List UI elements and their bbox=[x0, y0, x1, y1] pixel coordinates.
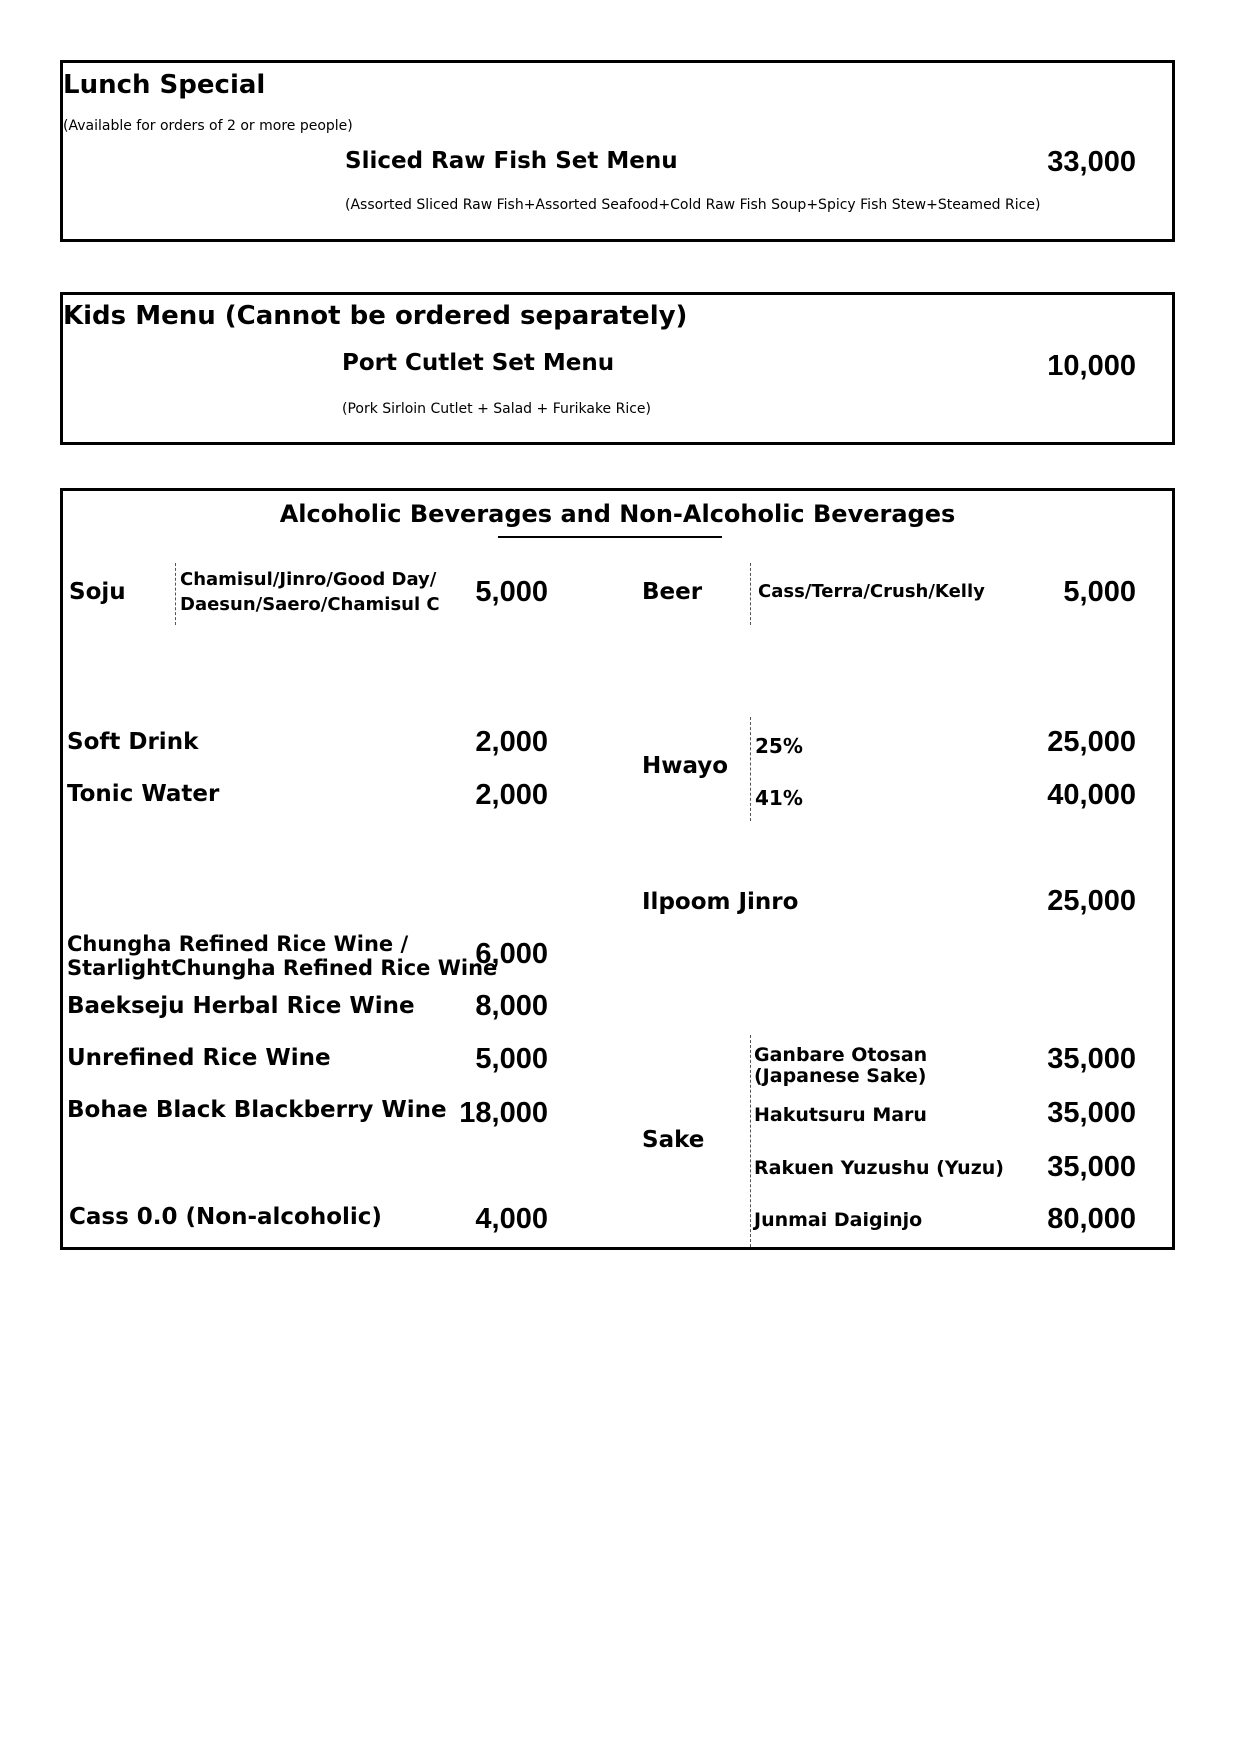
sake-rakuen-price: 35,000 bbox=[1047, 1151, 1136, 1183]
sake-ganbare-price: 35,000 bbox=[1047, 1043, 1136, 1075]
cass-zero-price: 4,000 bbox=[475, 1203, 548, 1235]
beer-divider bbox=[750, 563, 751, 625]
sake-name: Sake bbox=[642, 1127, 705, 1153]
soju-brands-line2: Daesun/Saero/Chamisul C bbox=[180, 594, 440, 615]
sake-item-ganbare-line1: Ganbare Otosan bbox=[754, 1044, 928, 1066]
baekseju-price: 8,000 bbox=[475, 990, 548, 1022]
title-underline bbox=[498, 536, 722, 538]
beer-brands: Cass/Terra/Crush/Kelly bbox=[758, 581, 985, 602]
kids-item-price: 10,000 bbox=[1047, 350, 1136, 382]
tonic-water-name: Tonic Water bbox=[67, 781, 220, 807]
sake-junmai-price: 80,000 bbox=[1047, 1203, 1136, 1235]
tonic-water-price: 2,000 bbox=[475, 779, 548, 811]
lunch-item-name: Sliced Raw Fish Set Menu bbox=[345, 148, 678, 174]
hwayo-divider bbox=[750, 717, 751, 821]
cass-zero-name: Cass 0.0 (Non-alcoholic) bbox=[69, 1204, 382, 1230]
soju-price: 5,000 bbox=[475, 576, 548, 608]
hwayo-name: Hwayo bbox=[642, 753, 729, 779]
lunch-special-note: (Available for orders of 2 or more people) bbox=[63, 118, 353, 134]
soft-drink-price: 2,000 bbox=[475, 726, 548, 758]
beverages-title: Alcoholic Beverages and Non-Alcoholic Beverages bbox=[279, 500, 956, 528]
lunch-special-title: Lunch Special bbox=[63, 70, 266, 100]
ilpoom-jinro-name: Ilpoom Jinro bbox=[642, 889, 799, 915]
sake-divider bbox=[750, 1035, 751, 1247]
soft-drink-name: Soft Drink bbox=[67, 729, 199, 755]
sake-item-rakuen: Rakuen Yuzushu (Yuzu) bbox=[754, 1157, 1004, 1179]
sake-item-junmai: Junmai Daiginjo bbox=[754, 1209, 923, 1231]
beer-price: 5,000 bbox=[1063, 576, 1136, 608]
lunch-item-price: 33,000 bbox=[1047, 146, 1136, 178]
chungha-price: 6,000 bbox=[475, 938, 548, 970]
beer-name: Beer bbox=[642, 579, 703, 605]
kids-item-description: (Pork Sirloin Cutlet + Salad + Furikake Rice) bbox=[342, 401, 652, 417]
unrefined-rice-wine-price: 5,000 bbox=[475, 1043, 548, 1075]
kids-menu-title: Kids Menu (Cannot be ordered separately) bbox=[63, 301, 688, 331]
lunch-item-description: (Assorted Sliced Raw Fish+Assorted Seafood+Cold Raw Fish Soup+Spicy Fish Stew+Steamed Rice) bbox=[345, 197, 1041, 213]
bohae-blackberry-wine-price: 18,000 bbox=[459, 1097, 548, 1129]
hwayo-41-price: 40,000 bbox=[1047, 779, 1136, 811]
hwayo-25-price: 25,000 bbox=[1047, 726, 1136, 758]
chungha-name-line1: Chungha Refined Rice Wine / bbox=[67, 932, 409, 956]
bohae-blackberry-wine-name: Bohae Black Blackberry Wine bbox=[67, 1097, 447, 1123]
sake-hakutsuru-price: 35,000 bbox=[1047, 1097, 1136, 1129]
chungha-name-line2: StarlightChungha Refined Rice Wine bbox=[67, 956, 498, 980]
baekseju-name: Baekseju Herbal Rice Wine bbox=[67, 993, 415, 1019]
hwayo-option-25: 25% bbox=[755, 734, 803, 758]
sake-item-ganbare-line2: (Japanese Sake) bbox=[754, 1065, 927, 1087]
sake-item-hakutsuru: Hakutsuru Maru bbox=[754, 1104, 927, 1126]
unrefined-rice-wine-name: Unrefined Rice Wine bbox=[67, 1045, 331, 1071]
soju-brands-line1: Chamisul/Jinro/Good Day/ bbox=[180, 569, 437, 590]
soju-name: Soju bbox=[69, 579, 126, 605]
hwayo-option-41: 41% bbox=[755, 786, 803, 810]
kids-item-name: Port Cutlet Set Menu bbox=[342, 350, 615, 376]
ilpoom-jinro-price: 25,000 bbox=[1047, 885, 1136, 917]
soju-divider bbox=[175, 563, 176, 625]
